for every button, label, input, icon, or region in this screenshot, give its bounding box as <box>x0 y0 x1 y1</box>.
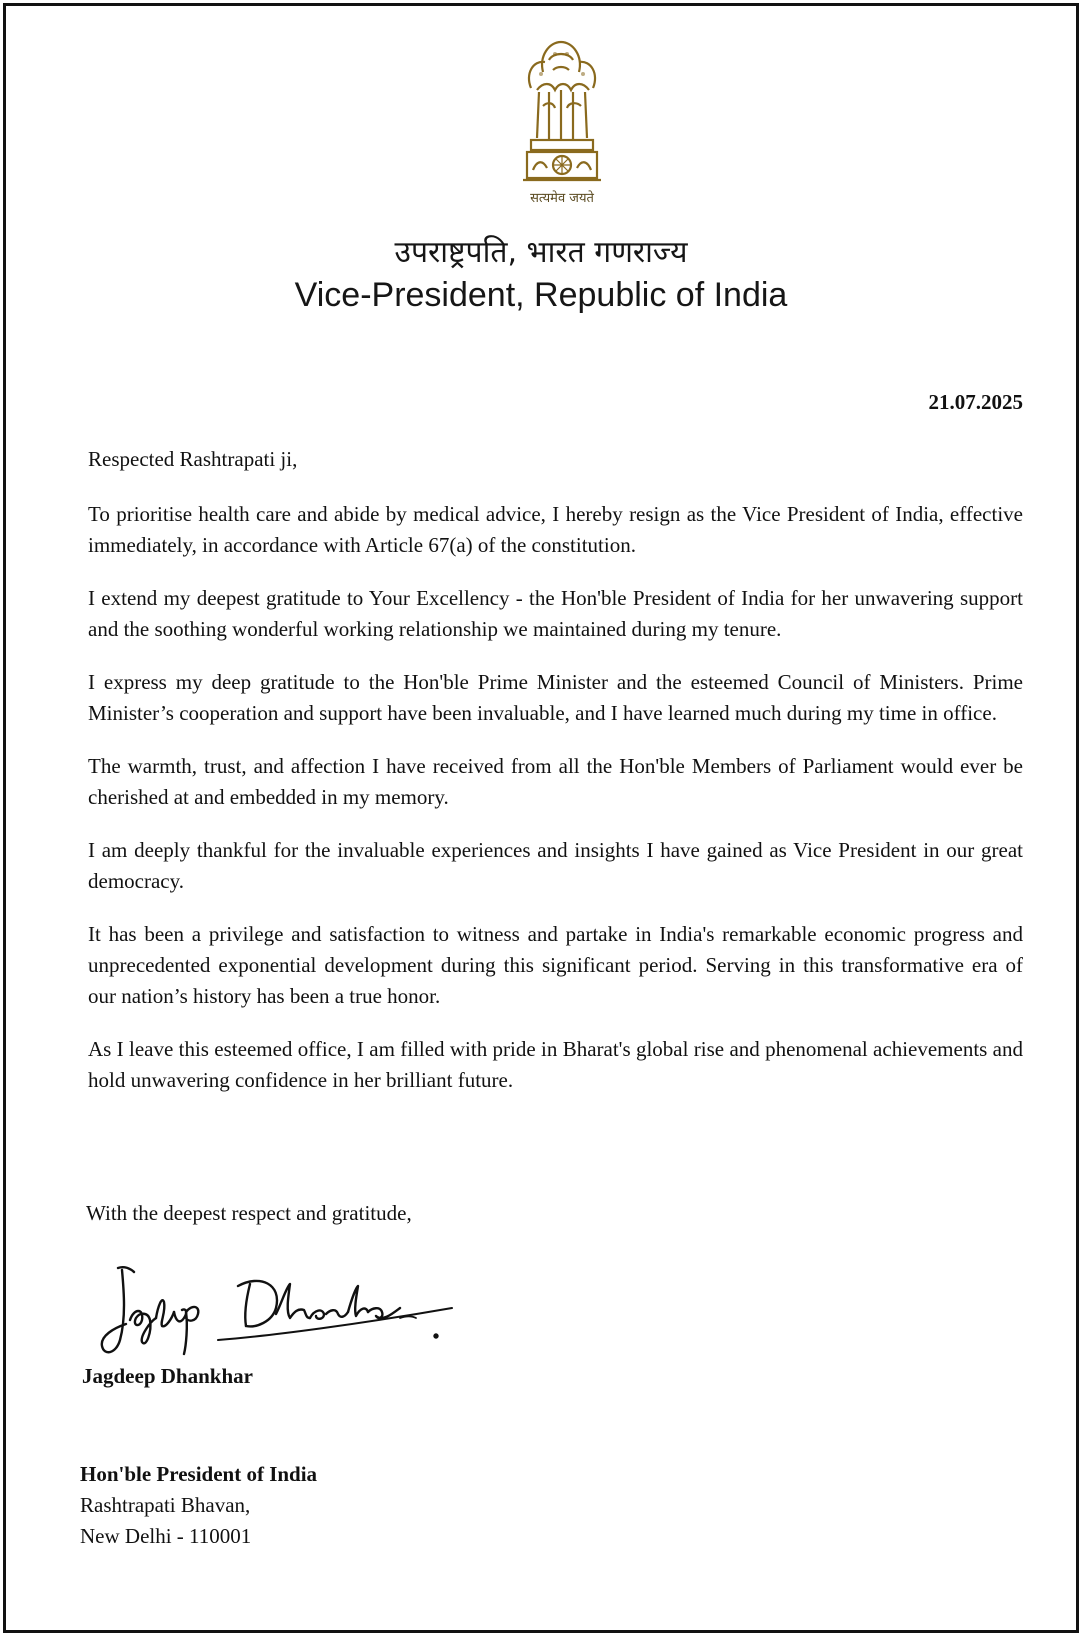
letter-date: 21.07.2025 <box>928 390 1023 414</box>
signer-name: Jagdeep Dhankhar <box>82 1364 253 1388</box>
recipient-address <box>80 1459 317 1552</box>
state-emblem-icon <box>503 30 621 220</box>
paragraph: I am deeply thankful for the invaluable experiences and insights I have gained as Vice President in our great democracy. <box>88 838 1023 893</box>
handwritten-signature <box>100 1262 480 1362</box>
recipient-name: Hon'ble President of India <box>80 1462 318 1486</box>
paragraph: The warmth, trust, and affection I have received from all the Hon'ble Members of Parliament would ever be cherished at and embedded in my memory. <box>88 754 1023 809</box>
paragraph: To prioritise health care and abide by medical advice, I hereby resign as the Vice President of India, effective immediately, in accordance with Article 67(a) of the constitution. <box>88 502 1023 557</box>
letter-body <box>88 444 1023 1118</box>
salutation: Respected Rashtrapati ji, <box>88 447 298 471</box>
paragraph: I extend my deepest gratitude to Your Excellency - the Hon'ble President of India for her unwavering support and the soothing wonderful working relationship we maintained during my tenure. <box>88 586 1023 641</box>
emblem-motto: सत्यमेव जयते <box>530 191 594 206</box>
paragraph: It has been a privilege and satisfaction to witness and partake in India's remarkable economic progress and unprecedented exponential development during this significant period. Serving in this transformative era of our nation’s history has been a true honor. <box>88 922 1023 1008</box>
letterhead-hindi-title: उपराष्ट्रपति, भारत गणराज्य <box>394 235 688 270</box>
paragraph: I express my deep gratitude to the Hon'ble Prime Minister and the esteemed Council of Ministers. Prime Minister’s cooperation and support have been invaluable, and I have learned much during my time in office. <box>88 670 1023 725</box>
paragraph: As I leave this esteemed office, I am filled with pride in Bharat's global rise and phenomenal achievements and hold unwavering confidence in her brilliant future. <box>88 1037 1023 1092</box>
recipient-address-line: New Delhi - 110001 <box>80 1524 252 1548</box>
letterhead-english-title: Vice-President, Republic of India <box>294 276 788 314</box>
recipient-address-line: Rashtrapati Bhavan, <box>80 1493 251 1517</box>
closing-line: With the deepest respect and gratitude, <box>86 1201 412 1225</box>
